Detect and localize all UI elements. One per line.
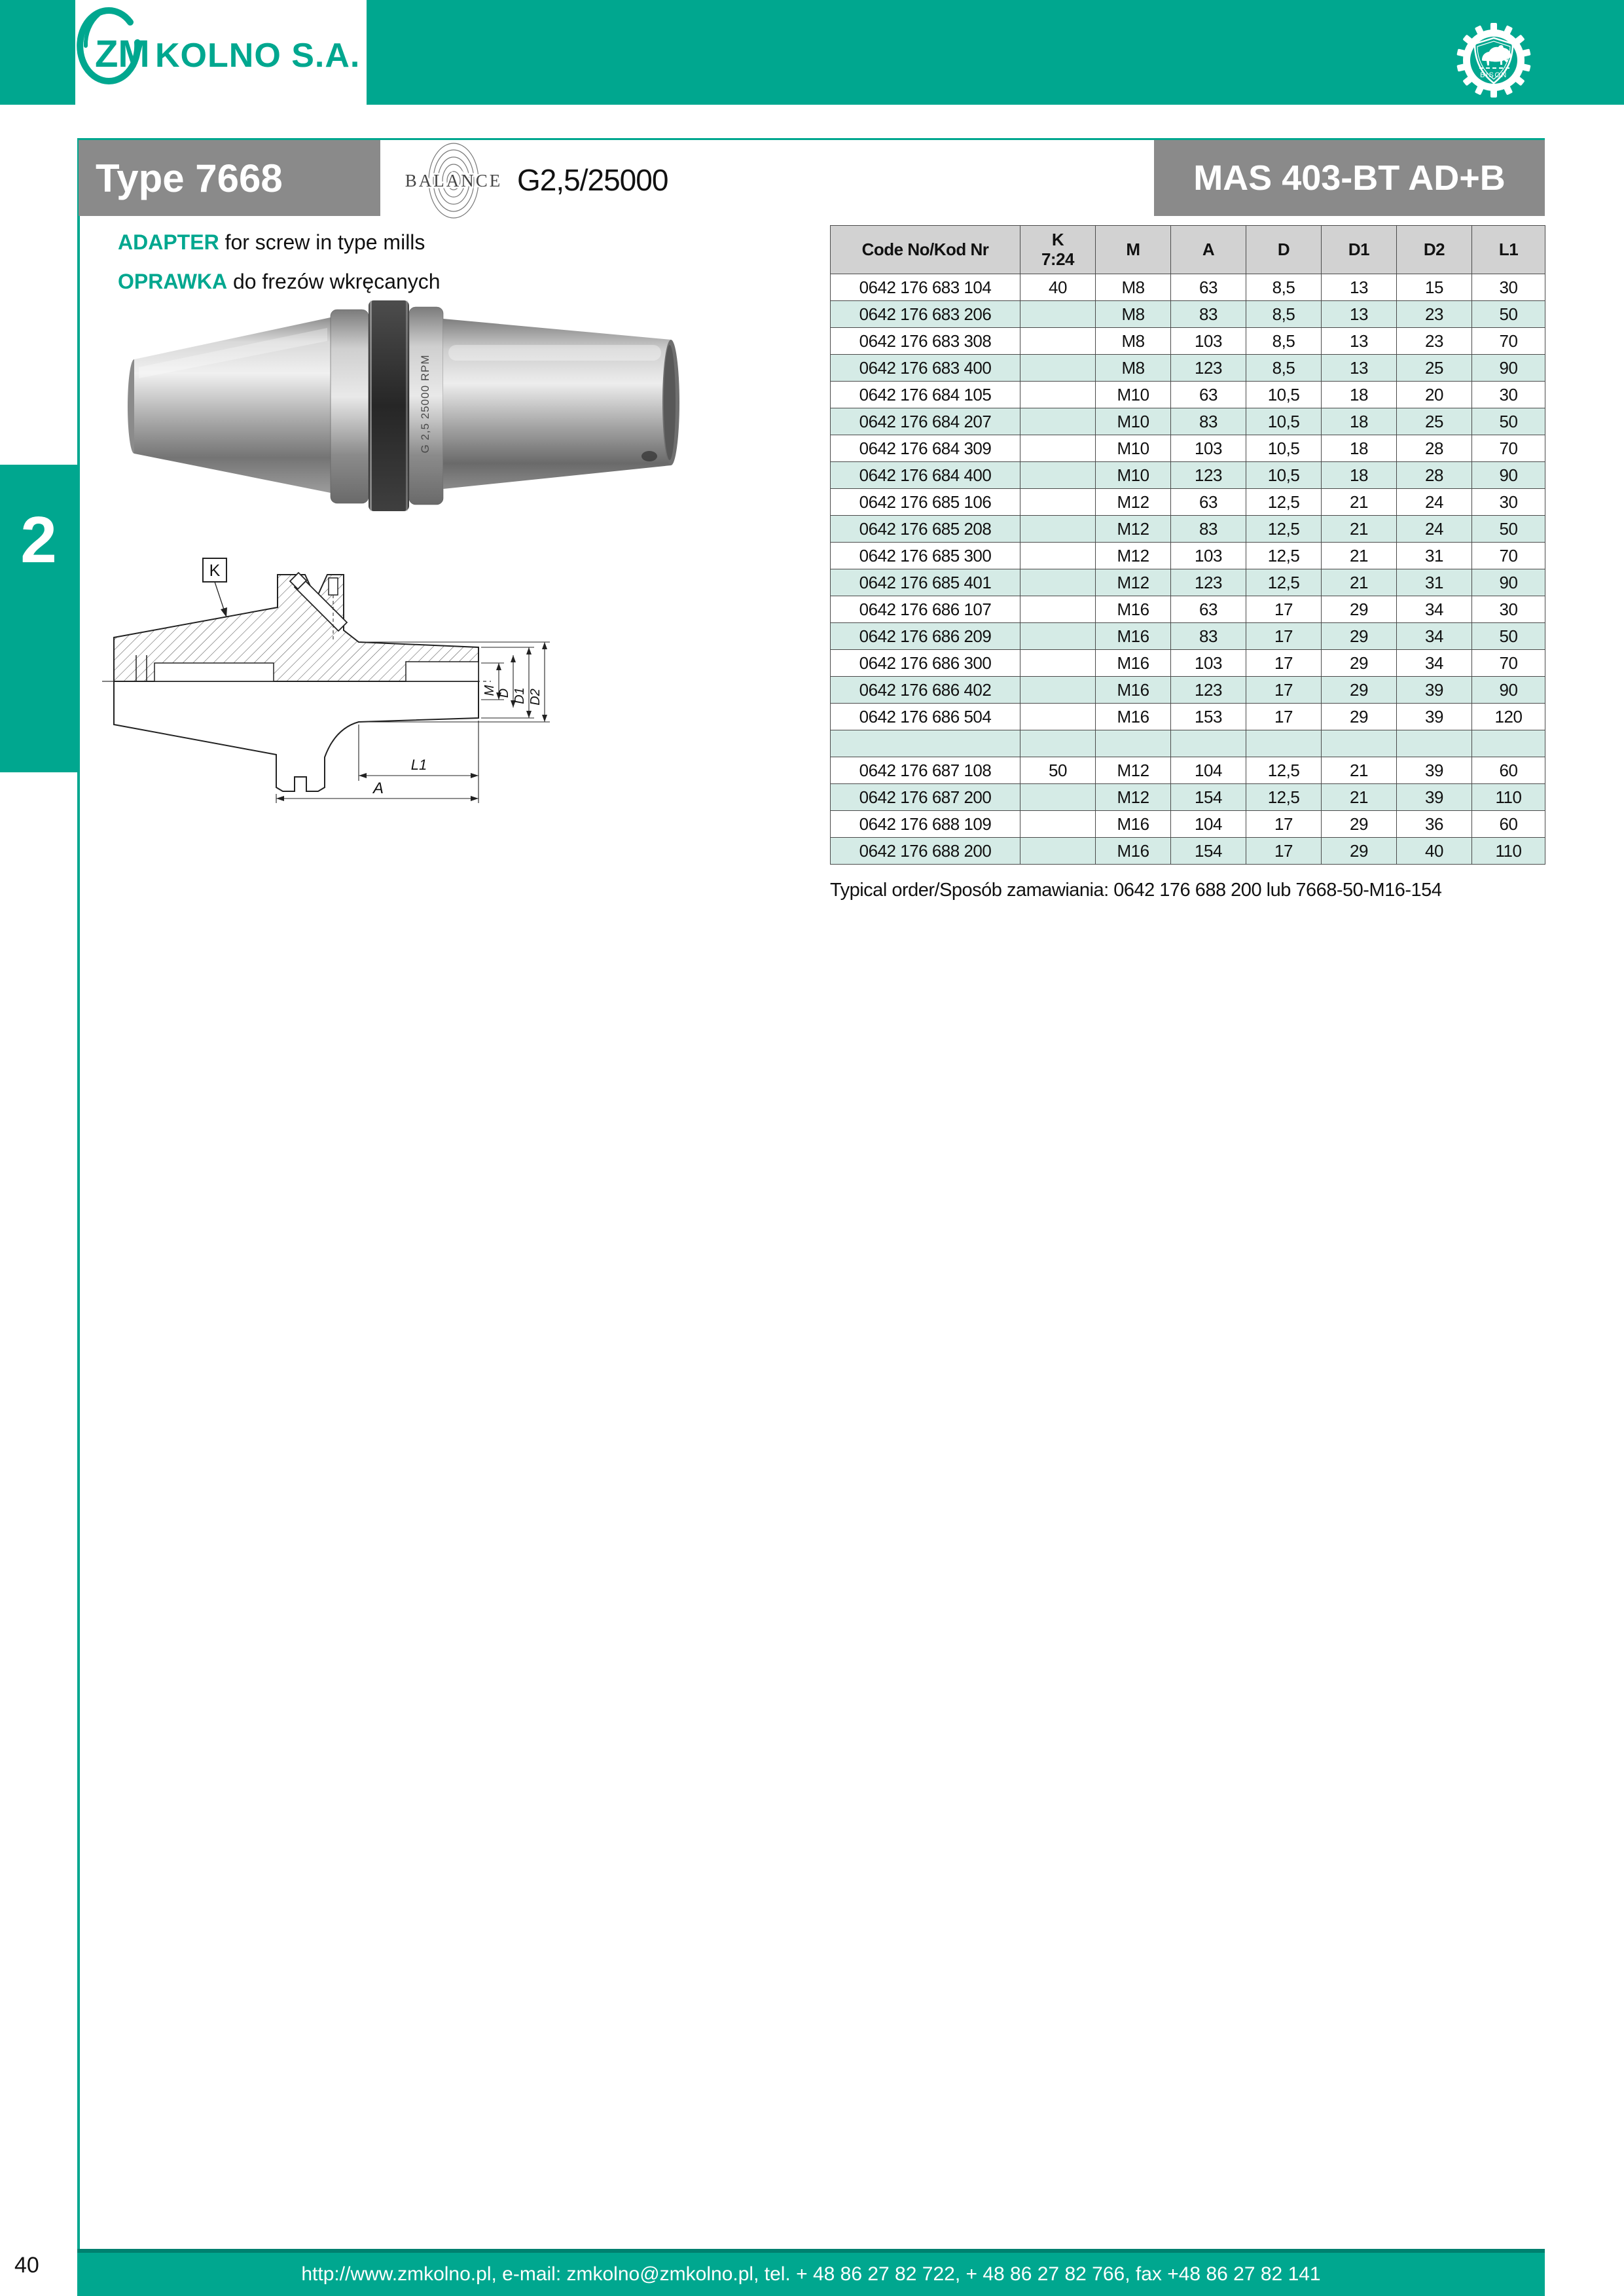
table-cell: 23 (1397, 328, 1472, 355)
section-tab (0, 465, 77, 772)
table-cell: 10,5 (1246, 435, 1322, 462)
table-cell: 0642 176 688 109 (831, 811, 1020, 838)
table-cell: 34 (1397, 650, 1472, 677)
table-cell (1020, 489, 1096, 516)
table-cell: M8 (1096, 301, 1171, 328)
table-cell: 0642 176 686 402 (831, 677, 1020, 704)
table-cell: M12 (1096, 757, 1171, 784)
table-cell: 25 (1397, 408, 1472, 435)
table-row (831, 677, 1545, 704)
table-cell: 13 (1322, 328, 1397, 355)
drawing-dim-k (203, 558, 227, 617)
table-cell: 18 (1322, 382, 1397, 408)
table-cell (1020, 435, 1096, 462)
left-rule (77, 138, 80, 2249)
balance-mark (396, 139, 511, 227)
table-cell: M12 (1096, 516, 1171, 543)
description-pl (118, 270, 441, 294)
table-cell: 90 (1472, 569, 1545, 596)
table-cell (1020, 355, 1096, 382)
table-cell: 18 (1322, 435, 1397, 462)
typical-order-note: Typical order/Sposób zamawiania: 0642 176 688 200 lub 7668-50-M16-154 (830, 880, 1442, 901)
table-cell: 34 (1397, 596, 1472, 623)
col-header-d: D (1246, 226, 1322, 274)
drawing-label-d1: D1 (513, 687, 527, 704)
table-cell: 12,5 (1246, 516, 1322, 543)
table-cell: 39 (1397, 757, 1472, 784)
table-cell: 12,5 (1246, 757, 1322, 784)
table-cell: 30 (1472, 274, 1545, 301)
table-row (831, 811, 1545, 838)
table-cell: 0642 176 685 300 (831, 543, 1020, 569)
bison-emblem (1454, 21, 1533, 99)
description-en-term: ADAPTER (118, 230, 219, 254)
table-cell: 103 (1171, 328, 1246, 355)
table-cell (1020, 301, 1096, 328)
table-cell: 13 (1322, 274, 1397, 301)
table-row (831, 623, 1545, 650)
table-cell: 0642 176 683 400 (831, 355, 1020, 382)
table-cell: 123 (1171, 462, 1246, 489)
table-cell: 83 (1171, 301, 1246, 328)
table-cell: 39 (1397, 704, 1472, 730)
table-cell: M12 (1096, 569, 1171, 596)
zm-kolno-logo-graphic (75, 0, 367, 105)
table-cell: 29 (1322, 596, 1397, 623)
table-cell: 17 (1246, 677, 1322, 704)
zm-kolno-logo (75, 0, 367, 105)
tool-holder-photo (128, 300, 679, 511)
table-cell: 0642 176 684 309 (831, 435, 1020, 462)
table-cell: 17 (1246, 704, 1322, 730)
standard-label: MAS 403-BT AD+B (1193, 158, 1506, 198)
table-cell (1397, 730, 1472, 757)
drawing-dim-arrows-right (496, 642, 547, 722)
table-cell: 50 (1472, 516, 1545, 543)
description-pl-text: do frezów wkręcanych (227, 270, 441, 293)
table-cell: 39 (1397, 677, 1472, 704)
table-cell: 0642 176 683 308 (831, 328, 1020, 355)
table-cell: M12 (1096, 489, 1171, 516)
table-row (831, 489, 1545, 516)
table-cell: 34 (1397, 623, 1472, 650)
table-cell: 12,5 (1246, 569, 1322, 596)
table-row (831, 730, 1545, 757)
table-cell: 18 (1322, 408, 1397, 435)
table-cell: 40 (1020, 274, 1096, 301)
table-cell (1020, 382, 1096, 408)
table-cell: 21 (1322, 543, 1397, 569)
table-cell: 29 (1322, 811, 1397, 838)
table-row (831, 569, 1545, 596)
table-cell: 31 (1397, 569, 1472, 596)
page-number: 40 (14, 2253, 39, 2278)
table-cell: M10 (1096, 435, 1171, 462)
table-cell (1020, 408, 1096, 435)
table-cell: 70 (1472, 435, 1545, 462)
drawing-label-k: K (209, 562, 221, 580)
table-cell: 0642 176 687 200 (831, 784, 1020, 811)
table-cell: M16 (1096, 650, 1171, 677)
section-tab-number: 2 (20, 503, 57, 577)
table-cell: 21 (1322, 569, 1397, 596)
table-cell (1020, 650, 1096, 677)
spec-table-body (831, 274, 1545, 865)
drawing-label-a: A (372, 780, 384, 797)
table-cell: 103 (1171, 435, 1246, 462)
table-cell: 0642 176 684 207 (831, 408, 1020, 435)
table-cell: 28 (1397, 462, 1472, 489)
table-cell: 83 (1171, 623, 1246, 650)
table-cell: 110 (1472, 838, 1545, 865)
table-row (831, 274, 1545, 301)
col-header-a: A (1171, 226, 1246, 274)
table-cell (1020, 704, 1096, 730)
table-cell: 83 (1171, 516, 1246, 543)
table-row (831, 596, 1545, 623)
balance-grade-value: G2,5/25000 (517, 163, 668, 197)
table-cell: 123 (1171, 677, 1246, 704)
description-en-text: for screw in type mills (219, 230, 425, 254)
table-row (831, 462, 1545, 489)
photo-engraving-text: G 2,5 25000 RPM (419, 354, 431, 454)
standard-title-box (1154, 140, 1545, 216)
table-cell: 63 (1171, 596, 1246, 623)
table-cell (1020, 623, 1096, 650)
table-cell (1020, 516, 1096, 543)
table-cell: 10,5 (1246, 382, 1322, 408)
table-cell: M16 (1096, 704, 1171, 730)
table-cell: 50 (1472, 408, 1545, 435)
table-cell: M8 (1096, 328, 1171, 355)
table-cell: M10 (1096, 462, 1171, 489)
table-cell: 31 (1397, 543, 1472, 569)
table-cell (1020, 784, 1096, 811)
table-cell: 23 (1397, 301, 1472, 328)
table-cell: 0642 176 685 208 (831, 516, 1020, 543)
footer-contact-text: http://www.zmkolno.pl, e-mail: zmkolno@zmkolno.pl, tel. + 48 86 27 82 722, + 48 86 27 82 766, fax +48 86 27 82 141 (301, 2263, 1321, 2285)
table-row (831, 516, 1545, 543)
table-cell: 90 (1472, 462, 1545, 489)
table-cell: 60 (1472, 811, 1545, 838)
table-row (831, 408, 1545, 435)
table-cell: 103 (1171, 543, 1246, 569)
table-cell: 90 (1472, 355, 1545, 382)
table-cell: 17 (1246, 596, 1322, 623)
table-cell: 0642 176 686 300 (831, 650, 1020, 677)
table-cell: 110 (1472, 784, 1545, 811)
page-title: Type 7668 (96, 156, 283, 200)
table-cell: 60 (1472, 757, 1545, 784)
table-cell: 8,5 (1246, 301, 1322, 328)
col-header-l1: L1 (1472, 226, 1545, 274)
table-cell: 63 (1171, 489, 1246, 516)
table-cell: 70 (1472, 328, 1545, 355)
table-cell: 36 (1397, 811, 1472, 838)
table-cell (1020, 838, 1096, 865)
table-cell: M16 (1096, 596, 1171, 623)
table-row (831, 757, 1545, 784)
table-cell: 0642 176 685 401 (831, 569, 1020, 596)
drawing-label-m: M (482, 685, 497, 696)
col-header-d2: D2 (1397, 226, 1472, 274)
table-cell: M12 (1096, 784, 1171, 811)
table-cell: 10,5 (1246, 408, 1322, 435)
table-cell: M16 (1096, 811, 1171, 838)
table-cell: 103 (1171, 650, 1246, 677)
table-cell (1096, 730, 1171, 757)
table-cell: 10,5 (1246, 462, 1322, 489)
table-cell (1020, 596, 1096, 623)
table-cell: 17 (1246, 623, 1322, 650)
table-cell: 25 (1397, 355, 1472, 382)
table-cell: 8,5 (1246, 355, 1322, 382)
table-cell: 0642 176 686 107 (831, 596, 1020, 623)
table-cell (1020, 543, 1096, 569)
col-header-k: K 7:24 (1020, 226, 1096, 274)
table-cell (1472, 730, 1545, 757)
table-row (831, 543, 1545, 569)
description-en (118, 230, 425, 255)
table-cell: 123 (1171, 355, 1246, 382)
table-cell (1020, 462, 1096, 489)
table-cell: 15 (1397, 274, 1472, 301)
table-cell: 28 (1397, 435, 1472, 462)
table-cell: 0642 176 685 106 (831, 489, 1020, 516)
table-cell (1020, 811, 1096, 838)
table-row (831, 650, 1545, 677)
table-row (831, 435, 1545, 462)
table-cell (1020, 677, 1096, 704)
table-cell: 8,5 (1246, 274, 1322, 301)
table-cell: 63 (1171, 382, 1246, 408)
table-cell: 13 (1322, 301, 1397, 328)
table-cell: 50 (1020, 757, 1096, 784)
table-row (831, 838, 1545, 865)
footer-bar (77, 2249, 1545, 2296)
spec-table-container (830, 225, 1546, 865)
drawing-outline-lower (114, 681, 478, 791)
spec-table (830, 225, 1545, 865)
table-cell: 29 (1322, 650, 1397, 677)
table-cell: 70 (1472, 650, 1545, 677)
table-cell: 50 (1472, 623, 1545, 650)
table-cell: 0642 176 683 104 (831, 274, 1020, 301)
col-header-m: M (1096, 226, 1171, 274)
table-cell: M16 (1096, 677, 1171, 704)
table-cell: 29 (1322, 704, 1397, 730)
table-cell: M10 (1096, 382, 1171, 408)
table-row (831, 355, 1545, 382)
table-cell: 50 (1472, 301, 1545, 328)
table-cell: 18 (1322, 462, 1397, 489)
table-cell: 24 (1397, 516, 1472, 543)
table-cell (1020, 730, 1096, 757)
table-cell: 0642 176 688 200 (831, 838, 1020, 865)
col-header-code: Code No/Kod Nr (831, 226, 1020, 274)
table-cell: M10 (1096, 408, 1171, 435)
table-cell: 21 (1322, 757, 1397, 784)
drawing-label-l1: L1 (410, 757, 427, 773)
table-cell: 30 (1472, 489, 1545, 516)
product-photo (118, 291, 707, 514)
drawing-label-d: D (497, 688, 511, 698)
table-cell: 17 (1246, 838, 1322, 865)
table-cell: 29 (1322, 677, 1397, 704)
drawing-label-d2: D2 (528, 689, 543, 706)
table-cell: M16 (1096, 623, 1171, 650)
table-cell: 90 (1472, 677, 1545, 704)
table-cell: 153 (1171, 704, 1246, 730)
table-cell: 0642 176 683 206 (831, 301, 1020, 328)
table-cell: 8,5 (1246, 328, 1322, 355)
table-cell: 0642 176 684 400 (831, 462, 1020, 489)
table-cell: 20 (1397, 382, 1472, 408)
table-cell: 29 (1322, 838, 1397, 865)
table-cell: M8 (1096, 274, 1171, 301)
table-cell: 29 (1322, 623, 1397, 650)
table-cell: 17 (1246, 650, 1322, 677)
logo-zm-text: ZM (95, 33, 150, 75)
technical-drawing (98, 533, 556, 815)
table-cell: 24 (1397, 489, 1472, 516)
table-cell (1020, 328, 1096, 355)
table-cell: 39 (1397, 784, 1472, 811)
table-cell: 154 (1171, 784, 1246, 811)
table-cell: 12,5 (1246, 784, 1322, 811)
table-cell: 30 (1472, 596, 1545, 623)
table-cell (1322, 730, 1397, 757)
table-row (831, 784, 1545, 811)
table-cell: 70 (1472, 543, 1545, 569)
table-cell (1020, 569, 1096, 596)
table-cell: 13 (1322, 355, 1397, 382)
table-cell: 12,5 (1246, 489, 1322, 516)
table-cell: 123 (1171, 569, 1246, 596)
table-cell: 120 (1472, 704, 1545, 730)
table-cell (1246, 730, 1322, 757)
table-cell: 63 (1171, 274, 1246, 301)
description-pl-term: OPRAWKA (118, 270, 228, 293)
table-row (831, 382, 1545, 408)
table-cell: 21 (1322, 784, 1397, 811)
col-header-k-sub: 7:24 (1041, 249, 1075, 269)
table-cell: M12 (1096, 543, 1171, 569)
table-row (831, 328, 1545, 355)
table-cell: 0642 176 686 504 (831, 704, 1020, 730)
col-header-d1: D1 (1322, 226, 1397, 274)
table-cell: 40 (1397, 838, 1472, 865)
table-cell (831, 730, 1020, 757)
table-cell: 30 (1472, 382, 1545, 408)
table-cell: 104 (1171, 757, 1246, 784)
bison-label: BISON (1480, 71, 1507, 79)
table-row (831, 301, 1545, 328)
balance-label: BALANCE (405, 171, 503, 190)
table-cell: 154 (1171, 838, 1246, 865)
table-cell: 12,5 (1246, 543, 1322, 569)
table-cell: 21 (1322, 516, 1397, 543)
table-header-row (831, 226, 1545, 274)
table-cell: 0642 176 686 209 (831, 623, 1020, 650)
table-row (831, 704, 1545, 730)
drawing-section-upper (114, 573, 478, 681)
table-cell: 21 (1322, 489, 1397, 516)
table-cell: 0642 176 684 105 (831, 382, 1020, 408)
table-cell: M8 (1096, 355, 1171, 382)
table-cell: 17 (1246, 811, 1322, 838)
table-cell: 0642 176 687 108 (831, 757, 1020, 784)
table-cell: 104 (1171, 811, 1246, 838)
table-cell: M16 (1096, 838, 1171, 865)
type-title-box (79, 140, 380, 216)
table-cell (1171, 730, 1246, 757)
logo-kolno-text: KOLNO S.A. (155, 37, 361, 75)
table-cell: 83 (1171, 408, 1246, 435)
